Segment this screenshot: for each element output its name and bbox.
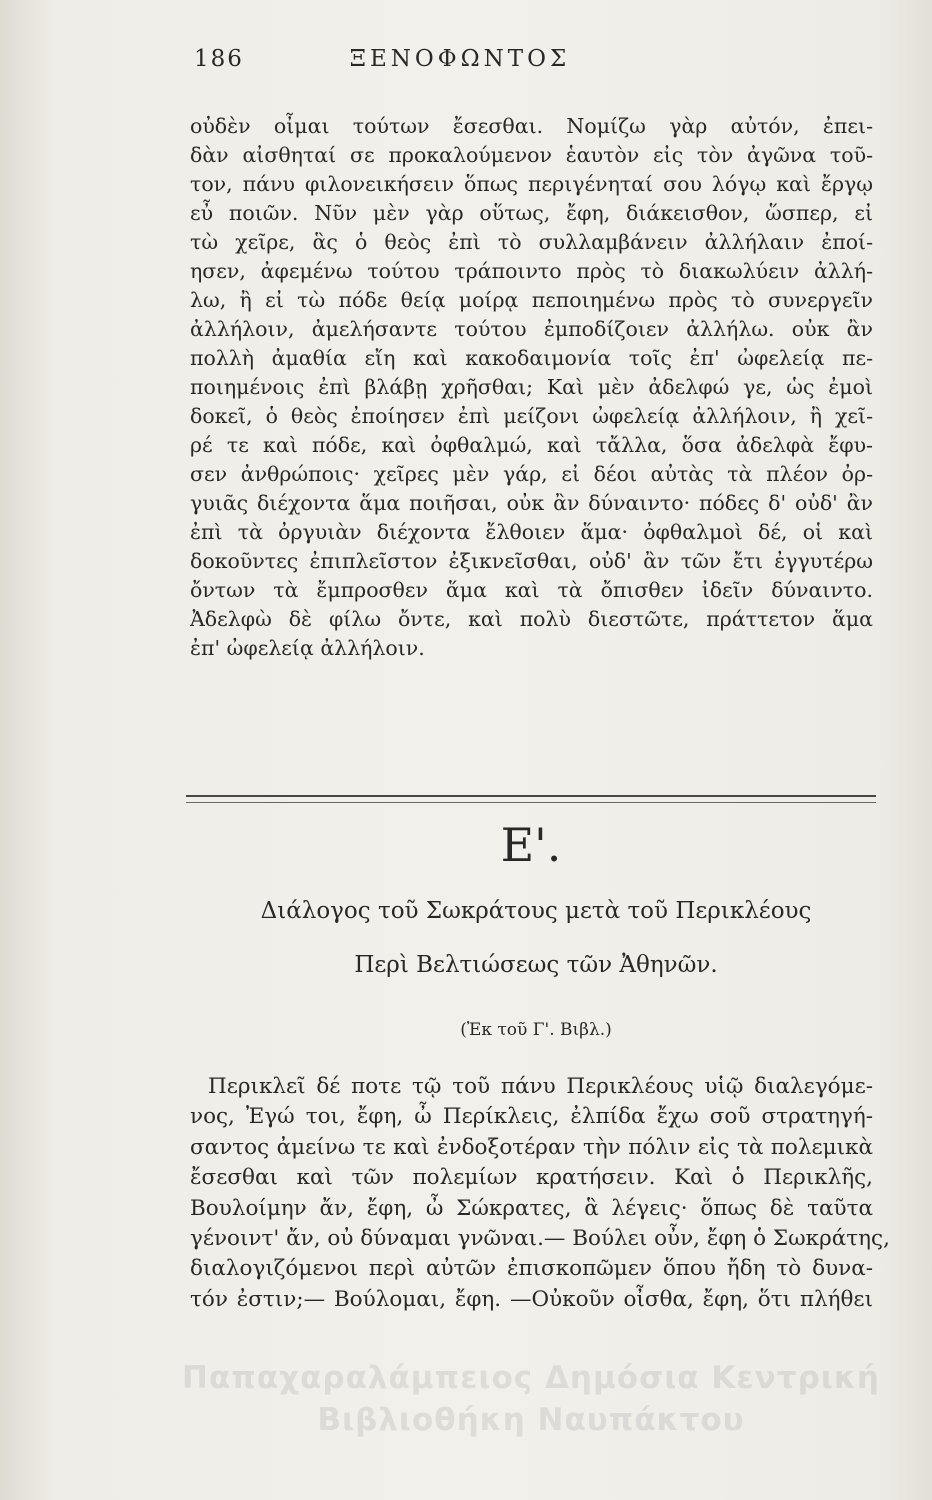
text-line: ἀλλήλοιν, ἀμελήσαντε τούτου ἐμποδίζοιεν ἀλλήλω. οὐκ ἂν — [190, 317, 873, 341]
text-line: νος, Ἐγώ τοι, ἔφη, ὦ Περίκλεις, ἐλπίδα ἔχω σοῦ στρατηγή- — [190, 1104, 873, 1130]
text-line: πολλὴ ἀμαθία εἴη καὶ κακοδαιμονία τοῖς ἐπ' ὠφελείᾳ πε- — [190, 346, 873, 370]
text-line: σαντος ἀμείνω τε καὶ ἐνδοξοτέραν τὴν πόλιν εἰς τὰ πολεμικὰ — [190, 1134, 873, 1160]
dialogue-subtitle: Περὶ Βελτιώσεως τῶν Ἀθηνῶν. — [354, 952, 718, 978]
text-line: δοκοῦντες ἐπιπλεῖστον ἐξικνεῖσθαι, οὐδ' ἂν τῶν ἔτι ἐγγυτέρω — [190, 549, 873, 573]
section-divider-rule — [186, 795, 876, 803]
library-watermark-line1: Παπαχαραλάμπειος Δημόσια Κεντρική — [182, 1360, 880, 1396]
text-line: Περικλεῖ δέ ποτε τῷ τοῦ πάνυ Περικλέους υἱῷ διαλεγόμε- — [208, 1074, 873, 1099]
text-line: οὐδὲν οἶμαι τούτων ἔσεσθαι. Νομίζω γὰρ αὐτόν, ἐπει- — [190, 114, 873, 138]
text-line: διαλογιζόμενοι περὶ αὐτῶν ἐπισκοπῶμεν ὅπου ἤδη τὸ δυνα- — [190, 1256, 873, 1282]
text-line: δοκεῖ, ὁ θεὸς ἐποίησεν ἐπὶ μείζονι ὠφελείᾳ ἀλλήλοιν, ἢ χεῖ- — [190, 404, 873, 428]
section-one-text — [190, 112, 873, 663]
text-line: ρέ τε καὶ πόδε, καὶ ὀφθαλμώ, καὶ τἄλλα, ὅσα ἀδελφὰ ἔφυ- — [190, 433, 873, 457]
text-line: λω, ἢ εἰ τὼ πόδε θείᾳ μοίρᾳ πεποιημένω πρὸς τὸ συνεργεῖν — [190, 288, 873, 312]
text-line: ἐπ' ὠφελείᾳ ἀλλήλοιν. — [190, 636, 425, 660]
text-line: ποιημένοις ἐπὶ βλάβῃ χρῆσθαι; Καὶ μὲν ἀδελφώ γε, ὡς ἐμοὶ — [190, 375, 873, 399]
text-line: δὰν αἰσθηταί σε προκαλούμενον ἑαυτὸν εἰς τὸν ἀγῶνα τοῦ- — [190, 143, 873, 167]
text-line: γυιᾶς διέχοντα ἅμα ποιῆσαι, οὐκ ἂν δύναιντο· πόδες δ' οὐδ' ἂν — [190, 491, 873, 515]
text-line: ἔσεσθαι καὶ τῶν πολεμίων κρατήσειν. Καὶ ὁ Περικλῆς, — [190, 1165, 873, 1191]
source-reference: (Ἐκ τοῦ Γ'. Βιβλ.) — [460, 1020, 612, 1040]
dialogue-title: Διάλογος τοῦ Σωκράτους μετὰ τοῦ Περικλέους — [260, 898, 812, 924]
text-line: ἐπὶ τὰ ὀργυιὰν διέχοντα ἔλθοιεν ἅμα· ὀφθαλμοὶ δέ, οἱ καὶ — [190, 520, 873, 544]
text-line: Βουλοίμην ἄν, ἔφη, ὦ Σώκρατες, ἃ λέγεις· ὅπως δὲ ταῦτα — [190, 1195, 873, 1221]
text-line: ὄντων τὰ ἔμπροσθεν ἅμα καὶ τὰ ὄπισθεν ἰδεῖν δύναιντο. — [190, 578, 873, 602]
text-line: τον, πάνυ φιλονεικήσειν ὅπως περιγένηταί σου λόγῳ καὶ ἔργῳ — [190, 172, 873, 196]
section-two-text — [190, 1072, 890, 1315]
library-watermark-line2: Βιβλιοθήκη Ναυπάκτου — [317, 1402, 745, 1438]
text-line: Ἀδελφὼ δὲ φίλω ὄντε, καὶ πολὺ διεστῶτε, πράττετον ἅμα — [190, 607, 873, 631]
text-line: σεν ἀνθρώποις· χεῖρες μὲν γάρ, εἰ δέοι αὐτὰς τὰ πλέον ὀρ- — [190, 462, 873, 486]
text-line: τόν ἐστιν;— Βούλομαι, ἔφη. —Οὐκοῦν οἶσθα, ἔφη, ὅτι πλήθει — [190, 1286, 873, 1312]
section-letter: Ε'. — [500, 818, 562, 872]
page-header — [190, 46, 730, 76]
text-line: ησεν, ἀφεμένω τούτου τράποιντο πρὸς τὸ διακωλύειν ἀλλή- — [190, 259, 873, 283]
text-line: γένοιντ' ἄν, οὐ δύναμαι γνῶναι.— Βούλει οὖν, ἔφη ὁ Σωκράτης, — [190, 1226, 890, 1252]
page-number: 186 — [194, 46, 244, 72]
text-line: εὖ ποιῶν. Νῦν μὲν γὰρ οὕτως, ἔφη, διάκεισθον, ὥσπερ, εἰ — [190, 201, 873, 225]
text-line: τὼ χεῖρε, ἃς ὁ θεὸς ἐπὶ τὸ συλλαμβάνειν ἀλλήλαιν ἐποί- — [190, 230, 873, 254]
running-title: ΞΕΝΟΦΩΝΤΟΣ — [349, 46, 571, 72]
